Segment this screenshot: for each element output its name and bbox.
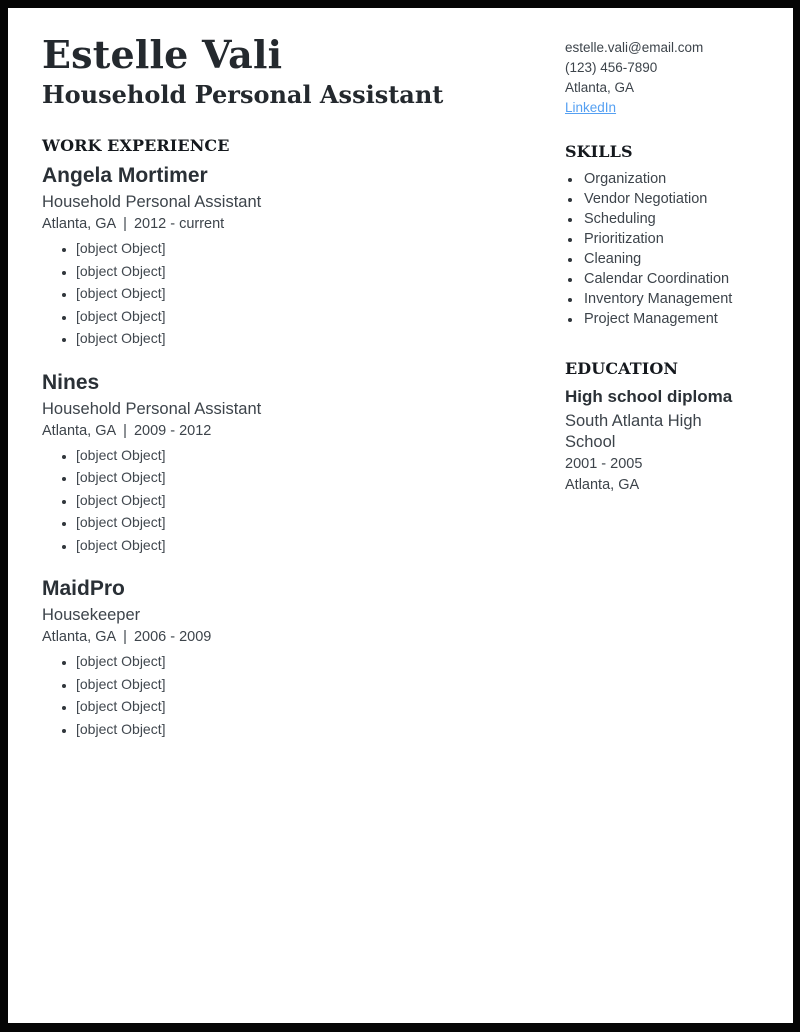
job-entry bbox=[42, 576, 534, 738]
skill-item: • Prioritization bbox=[582, 229, 765, 249]
job-bullet-list bbox=[42, 446, 534, 555]
job-location: Atlanta, GA bbox=[42, 422, 117, 439]
job-meta bbox=[42, 422, 534, 441]
job-list bbox=[42, 163, 534, 738]
education-dates: 2001 - 2005 bbox=[565, 456, 643, 472]
job-entry bbox=[42, 163, 534, 348]
job-bullet: • [object Object] bbox=[76, 536, 534, 555]
person-name: Estelle Vali bbox=[42, 32, 283, 77]
contact-phone: (123) 456-7890 bbox=[565, 60, 658, 75]
job-bullet: • [object Object] bbox=[76, 239, 534, 258]
job-meta bbox=[42, 628, 534, 647]
education-heading: EDUCATION bbox=[565, 359, 679, 378]
linkedin-link[interactable]: LinkedIn bbox=[565, 100, 617, 115]
job-bullet-list bbox=[42, 652, 534, 738]
job-bullet-list bbox=[42, 239, 534, 348]
job-bullet: • [object Object] bbox=[76, 329, 534, 348]
contact-location: Atlanta, GA bbox=[565, 80, 635, 95]
main-column bbox=[42, 32, 534, 1023]
skill-item: • Cleaning bbox=[582, 249, 765, 269]
work-experience-heading: WORK EXPERIENCE bbox=[42, 136, 230, 155]
resume-page bbox=[8, 8, 793, 1023]
job-location: Atlanta, GA bbox=[42, 629, 117, 645]
education-school: South Atlanta High School bbox=[565, 412, 702, 451]
job-location: Atlanta, GA bbox=[42, 216, 117, 232]
person-title: Household Personal Assistant bbox=[42, 80, 444, 109]
skills-list bbox=[565, 169, 765, 329]
job-bullet: • [object Object] bbox=[76, 446, 534, 465]
skill-item: • Scheduling bbox=[582, 209, 765, 229]
sidebar-column bbox=[565, 32, 765, 1023]
job-dates: 2006 - 2009 bbox=[133, 629, 212, 645]
job-bullet: • [object Object] bbox=[76, 307, 534, 326]
job-meta bbox=[42, 215, 534, 234]
meta-separator: | bbox=[123, 629, 127, 645]
skills-heading: SKILLS bbox=[565, 142, 633, 161]
contact-block bbox=[565, 32, 765, 142]
education-degree: High school diploma bbox=[565, 387, 733, 406]
job-entry bbox=[42, 370, 534, 555]
job-bullet: • [object Object] bbox=[76, 513, 534, 532]
job-company: Nines bbox=[42, 370, 100, 394]
job-title: Housekeeper bbox=[42, 606, 141, 624]
job-title: Household Personal Assistant bbox=[42, 193, 262, 211]
contact-email: estelle.vali@email.com bbox=[565, 40, 704, 55]
skill-item: • Project Management bbox=[582, 309, 765, 329]
job-bullet: • [object Object] bbox=[76, 675, 534, 694]
skill-item: • Calendar Coordination bbox=[582, 269, 765, 289]
job-bullet: • [object Object] bbox=[76, 652, 534, 671]
job-bullet: • [object Object] bbox=[76, 284, 534, 303]
job-bullet: • [object Object] bbox=[76, 720, 534, 739]
education-location: Atlanta, GA bbox=[565, 477, 640, 493]
skill-item: • Organization bbox=[582, 169, 765, 189]
job-dates: 2009 - 2012 bbox=[133, 422, 212, 439]
job-bullet: • [object Object] bbox=[76, 697, 534, 716]
job-company: MaidPro bbox=[42, 577, 125, 600]
skill-item: • Inventory Management bbox=[582, 289, 765, 309]
meta-separator: | bbox=[123, 422, 127, 439]
job-title: Household Personal Assistant bbox=[42, 399, 262, 418]
job-company: Angela Mortimer bbox=[42, 164, 208, 187]
skill-item: • Vendor Negotiation bbox=[582, 189, 765, 209]
job-bullet: • [object Object] bbox=[76, 468, 534, 487]
meta-separator: | bbox=[123, 216, 127, 232]
job-bullet: • [object Object] bbox=[76, 262, 534, 281]
job-bullet: • [object Object] bbox=[76, 491, 534, 510]
job-dates: 2012 - current bbox=[133, 216, 225, 232]
